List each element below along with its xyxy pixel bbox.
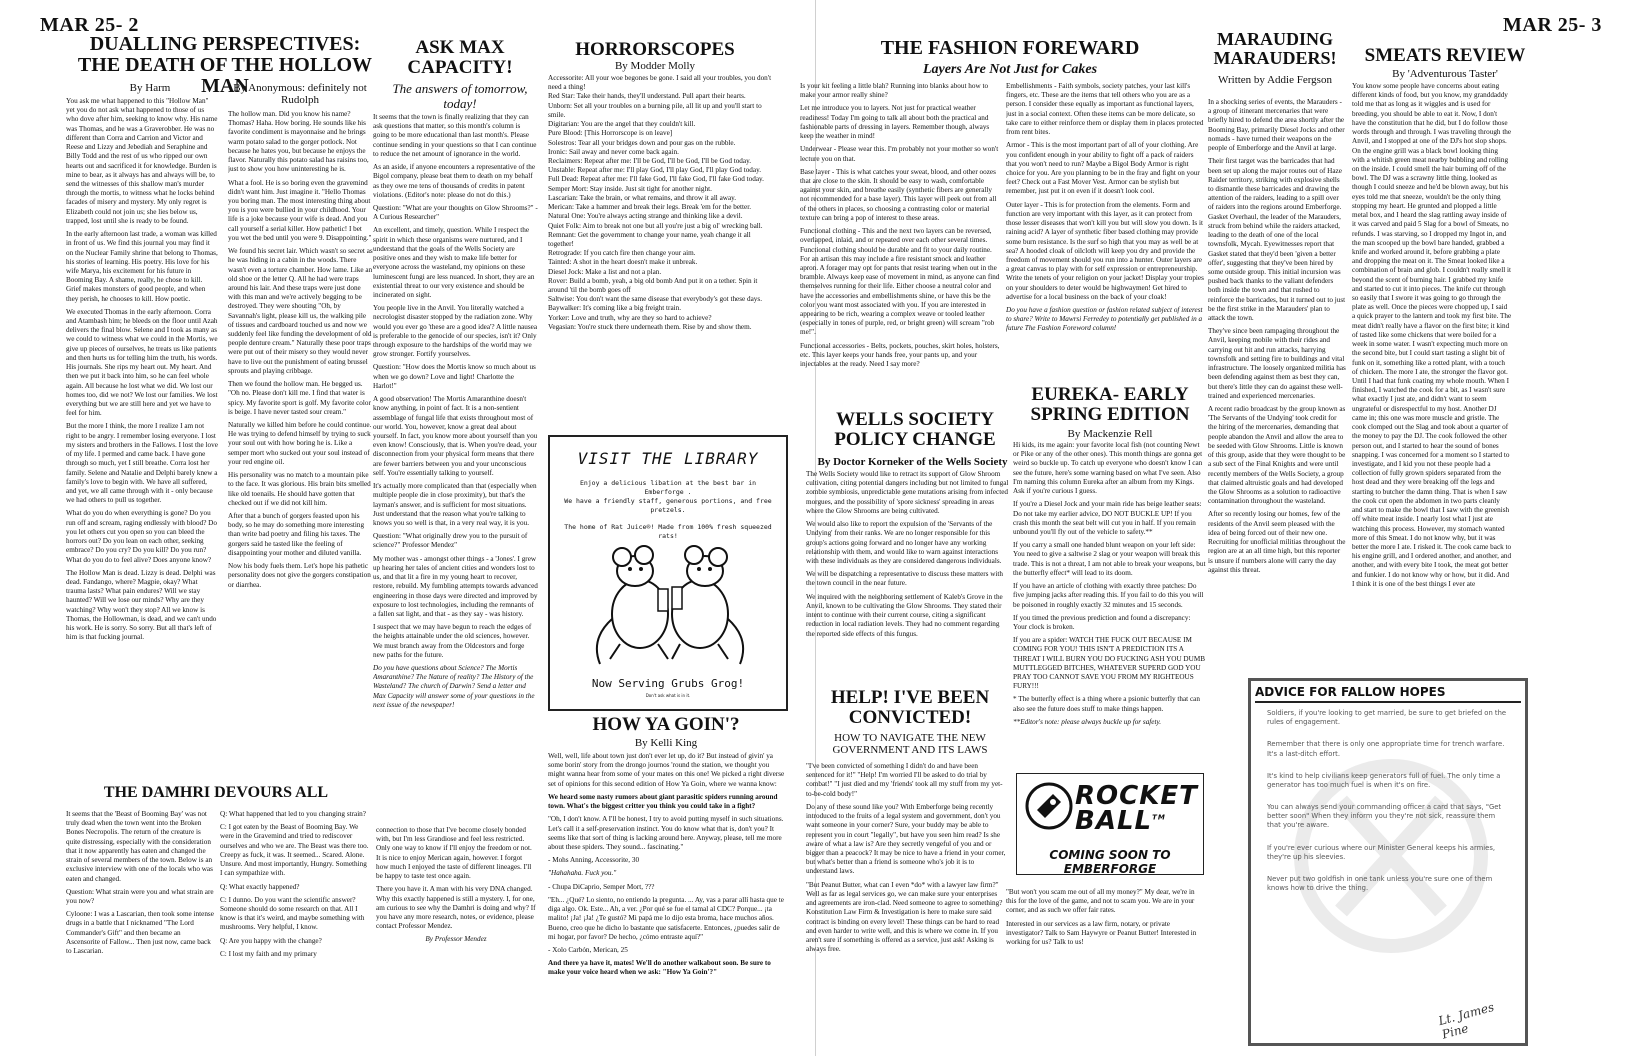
dualling-b-p3: We found his secret lair. Which wasn't so secret as he was hiding in a cabin in the woods. There wasn't even a torture chamber. How lame. Like an old shoe or the letter Q. All he had were traps around his lair. And these traps were just done with this man and we're actively begging to be destroyed. They were shouting "Oh, by Savannah's light, please kill us, the walking pile of tissues and cardboard touched us and now we suddenly feel like funding the development of old people denture cream." Naturally these poor traps were put out of their misery so they would never have to live out the punishment of eating brussel sprouts and playing cribbage. (228, 247, 373, 375)
folio-right: MAR 25- 3 (1503, 14, 1602, 36)
convicted-title: HELP! I'VE BEEN CONVICTED! (830, 687, 990, 728)
damhri-c-byline: By Professor Mendez (425, 935, 487, 944)
dualling-a-p5: What do you do when everything is gone? Do you run off and scream, raging endlessly with blood? Do you let others cut you open so you can bleed the horrors out? Do you lean on each other, seeking embrace? Do you cry? Do you kill? Do you run? What do you do to feel alive? Does anyone know? (66, 509, 217, 564)
advice-item: Remember that there is only one appropriate time for trench warfare. It's a last-ditch effort. (1267, 740, 1505, 758)
howya-p1: Well, well, life about town just don't ever let up, do it? But instead of givin' ya some borin' story from the drongo journos 'round the station, we thought you might wanna hear from some of your mates on this one! We picked a right diverse set of opinions for this second edition of How Ya Goin, where we wanna know: (548, 752, 785, 788)
marauding-p3: They've since been rampaging throughout the Anvil, keeping mobile with their rides and carrying out hit and run attacks, harrying townsfolk and setting fire to buildings and vital infrastructure. The loosely organized militia has been defending against them as best they can, but there's little they can do against these well-trained and experienced mercenaries. (1208, 327, 1346, 400)
advice-signature: Lt. James Pine (1436, 999, 1496, 1042)
convicted-p1: "I've been convicted of something I didn't do and have been sentenced for it!" "Help! I'm worried I'll be asked to do trial by combat!" "I just died and my 'friends' took all my stuff from my yet-to-be-cold body!" (806, 762, 1003, 798)
eureka-p1: Hi kids, its me again: your favorite local fish (not counting Newt or Pike or any of the other ones). This month things are gonna get weird so buckle up. To catch up everyone who doesn't know I can see the future, here's some warning based on what I've seen. Also I'm naming this column Eureka after an album from my Kings. Ask if you're curious I guess. (1013, 441, 1203, 496)
marauding-p4: A recent radio broadcast by the group known as 'The Servants of the Undying' took credit for the hiring of the mercenaries, demanding that people abandon the Anvil and allow the area to be seeded with Glow Shrooms. Little is known of this group, aside that they were thought to be a sub sect of the Final Knights and were until recently members of the Wells Society, a group that claimed altruistic goals and had developed the Glow Shrooms as a solution to radioactive contamination throughout the wasteland. (1208, 405, 1346, 506)
dualling-b-p4: Then we found the hollow man. He begged us. "Oh no. Please don't kill me. I find that water is spicy. My favorite sport is golf. My favorite color is beige. I have never tasted sour cream." (228, 380, 371, 416)
maxcap-p5: You people live in the Anvil. You literally watched a necrologist disaster stopped by the radiation zone. Why would you ever go 'these are a good idea'? A little nausea is preferable to the genocide of our species, isn't it? Only through exposure to the hardships of the world may we grow stronger. Fortify yourselves. (373, 304, 538, 359)
eureka-body (1013, 441, 1206, 769)
horror-line: Saltwise: You don't want the same disease that everybody's got these days. (548, 295, 762, 304)
smeats-title: SMEATS REVIEW (1364, 45, 1526, 66)
howya-p8: - Xolo Carbón, Merican, 25 (548, 945, 628, 954)
fashion-title: THE FASHION FOREWARD (880, 37, 1140, 59)
rocketball-logo (1075, 781, 1203, 836)
fashion-a-p6: Functional accessories - Belts, pockets, pouches, skirt holes, holsters, etc. This layer keeps your hands free, your pants up, and your injectables at the ready. Need I say more? (800, 341, 1000, 369)
fashion-subtitle: Layers Are Not Just for Cakes (922, 62, 1098, 77)
horror-line: Retrograde: If you catch fire then change your aim. (548, 249, 696, 258)
advice-item: Never put two goldfish in one tank unless you're sure one of them knows how to drive the thing. (1267, 874, 1493, 893)
library-line3: The home of Rat Juice®! Made from 100% fresh squeezed rats! (564, 523, 772, 541)
fashion-b-p1: Embellishments - Faith symbols, society patches, your last kill's fingers, etc. These are the items that tell others who you are as a person. I consider these equally as important as functional layers, just in a social context. Often these items can be more delicate, so take care to either reinforce them or display them in places protected from rent bites. (1006, 82, 1204, 137)
advice-item: You can always send your commanding officer a card that says, "Get better soon" When they inform you they're not sick, reassure them that you're aware. (1267, 803, 1502, 830)
marauding-byline: Written by Addie Fergson (1218, 74, 1332, 86)
horror-line: Natural One: You're always acting strange and thinking like a devil. (548, 212, 743, 221)
advice-item: It's kind to help civilians keep generators full of fuel. The only time a generator has too much fuel is when it's on fire. (1267, 771, 1501, 789)
convicted-subtitle: HOW TO NAVIGATE THE NEW GOVERNMENT AND ITS LAWS (832, 732, 988, 756)
dualling-byline-a: By Harm (129, 82, 171, 94)
dualling-a-p4: But the more I think, the more I realize I am not right to be angry. I remember losing everyone. I lost my sisters and brothers in the Fallows. I lost the love of my life. I permed and came back. I have gone through so much, yet I still breathe. Corra lost her family. Selene and Natalie and Delphi barely knew a family's love to begin with. We have all suffered, and yet, we all came through with it - only because we had others to pull us together. (66, 422, 218, 505)
maxcap-body (373, 113, 538, 773)
dualling-b-p8: Now his body fuels them. Let's hope his pathetic personality does not give the gorgers constipation or diarrhea. (228, 562, 371, 589)
eureka-p6: If you are a spider: WATCH THE FUCK OUT BECAUSE IM COMING FOR YOU! THIS ISN'T A PREDICTION ITS A THREAT I WILL BURN YOU DO FUCKING ASH YOU DUMB MUTTLEGGED BITCHES, WHATEVER SUPERD GOD YOU PRAY TOO CANNOT SAVE YOU FROM MY RIGHTEOUS FURY!!! (1013, 636, 1205, 691)
horror-line: Diesel Jock: Make a list and not a plan. (548, 267, 662, 276)
convicted-tail (1006, 888, 1204, 988)
dualling-b-p6: His personality was no match to a mountain pike to the face. It was glorious. His brain bits smelled like old toenails. He should have gotten that checked out if we did not kill him. (228, 471, 371, 507)
marauding-body (1208, 98, 1346, 758)
eureka-p3: If you carry a small one handed blunt weapon on your left side: You need to give a saltwise 2 slag or your weapon will break this trade. This is not a threat, I am not able to break your weapons, but the butterfly effect* will lead to its doom. (1013, 541, 1206, 577)
eureka-p5: If you timed the previous prediction and found a discrepancy: Your clock is broken. (1013, 613, 1191, 631)
dualling-b-p2: What a fool. He is so boring even the gravemind didn't want him. Just imagine it. "Hello Thomas you boring man. The most interesting thing about you is you were bullied in your childhood. Your life is a joke because your wife is dead. And you call yourself a serial killer. How pathetic! I bet you wet the bed until you were 9. Disappointing." (228, 178, 372, 242)
fashion-column-a (800, 82, 1000, 392)
eureka-p4: If you have an article of clothing with exactly three patches: Do five jumping jacks after reading this. If you fail to do this you will be poisoned in roughly exactly 32 minutes and 15 seconds. (1013, 582, 1204, 609)
howya-p5: "Hahahaha. Fuck you." (548, 869, 617, 878)
library-title: VISIT THE LIBRARY (577, 449, 759, 468)
maxcap-p11: I suspect that we may have begun to reach the edges of the heights attainable under the old sciences, however. We must branch away from the Oldcestors and forge new paths for the future. (373, 623, 532, 659)
library-ad (548, 435, 788, 711)
damhri-b-p3: Q: What exactly happened? (220, 882, 300, 891)
maxcap-p4: An excellent, and timely, question. While I respect the spirit in which these organisms were nurtured, and I understand that the goals of the Wells Society are positive ones and they wish to make life better for everyone across the wasteland, my opinions on these luminescent fungi are less nuanced. In short, they are an existential threat to our very existence and should be incinerated on sight. (373, 226, 535, 299)
howya-body (548, 752, 786, 1047)
rats-illustration (580, 519, 756, 669)
maxcap-p3: Question: "What are your thoughts on Glow Shrooms?" - A Curious Researcher" (373, 203, 538, 222)
damhri-b-p4: C: I dunno. Do you want the scientific answer? Someone should do some research on that. All I know is that it's weird, and maybe something with mushrooms. Very helpful, I know. (220, 895, 365, 932)
convicted-p2: Do any of these sound like you? With Emberforge being recently introduced to the fruits of a legal system and government, don't you want someone in your corner? Sure, your buddy may be able to represent you in court "legally", but have you seen him read? Is she aware of what a law is? Are they secretly vengeful of you and or bigger than a peacock? It may be nice to have a friend in your corner, but what's better than a friend is someone who's job it is to understand laws. (806, 802, 1006, 876)
horror-line: Full Dead: Repeat after me: I'll fake God, I'll fake God, I'll fake God today. (548, 175, 764, 184)
horror-line: Yorker: Love and truth, why are they so hard to achieve? (548, 313, 712, 322)
fashion-a-p5: Functional clothing - This and the next two layers can be reversed, overlapped, inlaid, and or repeated over each other several times. Functional clothing should be durable and fit to your daily routine. For an artisan this may include a fire resistant smock and leather apron. A forager may opt for pants that resist tearing when out in the bramble. Always keep ease of movement in mind, as anyone can find themselves running for their life. Either choose a neutral color and have the accessories and embellishments shine, or have this be the color you want most associated with you. If you are interested in appearing to be rich, wearing a complex weave or tooled leather (especially in tones of purple, red, or bright green) will scream "rob me!". (800, 227, 1000, 337)
advice-items (1267, 709, 1507, 906)
howya-p3: "Oh, I don't know. A I'll be honest, I try to avoid putting myself in such situations. Let's call it a self-preservation instinct. You do know what that is, don't you? It seems like that sort of thing is lacking around here. Anyway, please, tell me more about these spiders. They sound... fascinating." (548, 815, 784, 851)
horror-line: Unborn: Set all your troubles on a burning pile, all lit up and you'll start to smile. (548, 101, 762, 119)
dualling-b-p1: The hollow man. Did you know his name? Thomas? Haha. How boring. He sounds like his favorite condiment is mayonnaise and he brings warm potato salad to the gorger potlock. Not because he hates you, but because he enjoys the flavor. Naturally this potato salad has raisins too, just to show you how uninteresting he is. (228, 110, 369, 174)
wells-p4: We inquired with the neighboring settlement of Kaleb's Grove in the Anvil, known to be cultivating the Glow Shrooms. They stated their intent to continue with their current course, citing a significant reduction in local radiation levels. They had no comment regarding the reported side effects of this fungus. (806, 592, 1003, 638)
damhri-b-p5: Q: Are you happy with the change? (220, 936, 322, 945)
damhri-column-b (220, 810, 370, 1050)
fashion-a-p3: Underwear - Please wear this. I'm probably not your mother so won't lecture you on that. (800, 145, 999, 163)
marauding-p5: After so recently losing our homes, few of the residents of the Anvil seem pleased with the idea of being forced out of their new one. Recruiting for unofficial militias throughout the region are at an all time high, but this reporter is unsure if numbers alone will carry the day against this threat. (1208, 510, 1346, 574)
damhri-c-p1: connection to those that I've become closely bonded with, but I'm less Grandiose and feel less restricted. Only one way to know if I'll enjoy the freedom or not. It is nice to enjoy Merican again, however. I forgot how much I enjoyed the taste of different lineages. I'll be happy to taste test once again. (376, 826, 532, 881)
dualling-a-p6: The Hollow Man is dead. Lizzy is dead. Delphi was dead. Fandango, where? Magpie, okay? What trauma lasts? What pain endures? Will we stay haunted? Will we lose our minds? Why are they watching? Why won't they stop? All we know is Thomas, the Hollowman, is dead, and we can't undo his work. He is sorry. So sorry. But all that's left of him is that fucking journal. (66, 568, 217, 642)
horror-line: Red Star: Take their hands, they'll understand. Pull apart their hearts. (548, 92, 746, 101)
convicted-body (806, 762, 1006, 1047)
damhri-column-a (66, 810, 214, 1050)
maxcap-p1: It seems that the town is finally realizing that they can ask questions that matter, so this month's column is going to be more educational than last month's. Please continue sending in your questions so that I can continue to reduce the net amount of ignorance in the world. (373, 113, 537, 158)
dualling-a-p3: We executed Thomas in the early afternoon. Corra and Atambash him; he bleeds on the floor until Azah delivers the final blow. Selene and I took as many as we could to witness what we could in the Mortis, we give up pieces of ourselves, he treats us like patients and then hurts us for telling him the truth, his words. His journals. She rips my heart out. My heart. And then we put it back into him, so he can feel whole again. All because he lost what we did. We lost our homes too, did we not? We lost our families. We lost everything but we are still here and yet we have to feel for him. (66, 307, 218, 418)
eureka-byline: By Mackenzie Rell (1067, 428, 1153, 440)
damhri-c-p2: There you have it. A man with his very DNA changed. Why this exactly happened is still a mystery. I, for one, am curious to see why the Damhri is doing and why? If you have any more research, notes, or evidence, please contact Professor Mendez. (376, 885, 536, 931)
advice-box (1248, 678, 1528, 1046)
dualling-column-a (66, 97, 218, 787)
dualling-title: DUALLING PERSPECTIVES: THE DEATH OF THE HOLLOW MAN (77, 33, 373, 97)
eureka-p8: **Editor's note: please always buckle up for safety. (1013, 717, 1162, 726)
horror-byline: By Modder Molly (614, 60, 696, 72)
horror-line: Pure Blood: [This Horrorscope is on leave] (548, 129, 673, 138)
damhri-title: THE DAMHRI DEVOURS ALL (103, 784, 329, 801)
fashion-column-b (1006, 82, 1204, 382)
fashion-a-p2: Let me introduce you to layers. Not just for practical weather readiness! Today I'm going to talk all about both the practical and fashionable parts of dressing in layers. Remember though, always keep the weather in mind! (800, 104, 990, 141)
fashion-b-p4: Do you have a fashion question or fashion related subject of interest to share? Write to Mawrsi Ferredey to potentially get published in a future The Fashion Foreword column! (1006, 306, 1203, 333)
convicted-p3: "But Peanut Butter, what can I even *do* with a lawyer law firm?" Well as far as legal services go, we can make sure your enterprises and agreements are iron-clad. Need someone to agree to something? Konstitution Law Firm & Investigation is here to make sure said contract is binding on every level! These things can be hard to read and even harder to write well, and this is where we come in. If you aren't sure if something is offered as a service, just ask! Asking is always free. (806, 880, 1003, 954)
horror-line: Accessorite: All your woe begones be gone. I said all your troubles, you don't need a thing! (548, 74, 772, 92)
folio-left: MAR 25- 2 (40, 14, 139, 36)
howya-p7: "Eh... ¿Qué? Lo siento, no entiendo la pregunta. ... Ay, vas a parar allí hasta que te diga algo. Ok. Este... Ah, a ver. ¿Por qué se fue el tamal al CDC? Porque... ¡ta malito! ¡Ja! ¡Ja! ¿Te gustó? Mi papá me lo dijo esta broma, hace muchos años. Bueno, creo que he dicho lo bastante que satisfacerte. Entonces, ¿puedes salir de mi hogar, por favor? De hecho, ¿cómo entraste aquí?" (548, 895, 784, 941)
rocketball-tagline: COMING SOON TO EMBERFORGE (1049, 848, 1171, 876)
damhri-b-p2: C: I got eaten by the Beast of Booming Bay. We were in the Gravemind and tried to rediscover ourselves and who we are. The Beast was there too. Creepy as fuck, it was. It seemed... Scared. Alone. Unsure. And most importantly, Hungry. Something I can sympathize with. (220, 823, 369, 878)
maxcap-subtitle: The answers of tomorrow, today! (392, 81, 528, 111)
smeats-byline: By 'Adventurous Taster' (1392, 68, 1498, 80)
horror-line: Lascarian: Take the brain, or what remains, and throw it all away. (548, 193, 737, 202)
horror-line: Unstable: Repeat after me: I'll play God, I'll play God, I'll play God today. (548, 166, 761, 175)
maxcap-p2: As an aside, if anyone encounters a representative of the Bigol company, please beat them to death on my behalf as they owe me tens of thousands of credits in patent violations. (Editor's note: please do not do this.) (373, 163, 536, 199)
wells-p1: The Wells Society would like to retract its support of Glow Shroom cultivation, citing potential dangers including but not limited to fungal zombie symbiosis, unpredictable gene mutations arising from infected morgues, and the possibility of 'spore sickness' spreading in areas where the Glow Shrooms are being cultivated. (806, 470, 1009, 515)
howya-title: HOW YA GOIN'? (592, 714, 740, 735)
howya-byline: By Kelli King (634, 737, 698, 749)
horror-line: Merican: Take a hammer and break their legs. Break 'em for the better. (548, 203, 752, 212)
maxcap-p6: Question: "How does the Mortis know so much about us when we go down? Love and light! Charlotte the Harlot!" (373, 363, 536, 390)
dualling-b-p7: After that a bunch of gorgers feasted upon his body, so he may do something more interesting than write bad poetry and filing his taxes. The gorgers said he tasted like the feeling of disappointing your mother and diluted vanilla. (228, 511, 365, 557)
library-tiny: Don't ask what is in it. (645, 693, 691, 698)
howya-p9: And there ya have it, mates! We'll do another walkabout soon. Be sure to make your voice heard when we ask: "How Ya Goin'?" (548, 959, 771, 977)
damhri-column-c (376, 826, 536, 1048)
damhri-a-p1: It seems that the 'Beast of Booming Bay' was not truly dead when the town went into the Broken Bones Necropolis. The return of the creature is quite distressing, especially with the consideration that it now apparently has eaten and changed the strain of several members of the town. Below is an exclusive interview with one of the locals who was eaten and changed. (66, 810, 213, 883)
library-footer: Now Serving Grubs Grog! (591, 677, 745, 690)
maxcap-p12: Do you have questions about Science? The Mortis Amaranthine? The Nature of reality? The History of the Wasteland? The church of Darwin? Send a letter and Max Capacity will answer some of your questions in the next issue of the newspaper! (373, 664, 535, 709)
smeats-p1: You know some people have concerns about eating different kinds of food, but you know, my granddaddy told me that as long as it wiggles and is used for breeding, you should be able to eat it. Now, I don't have the constitution that he did, but I do follow those words through and through. I was traveling through the Anvil, and I stopped at one of the DJ's hot slop shops. On the engine grill was a black bowl looking thing with a whitish green meat nearby bubbling and rolling on the inside. I could smell the hair burning off of the bowl. The DJ was a scrawny little thing, looked as though I could sneeze and he'd be blown away, but his eyes told me that sneeze, wouldn't be the only thing stopping my heart. He grunted and plopped a little metal box, and I heard the slag rattling away inside of it was carved and paid 5 Slag for a bowl of Smeats, no refunds. I was starving, so I dropped my Ingot in, and the man scooped up the bowl bare handed, grabbed a knife and worked around it, before grabbing a plate and dropping the meat on it. The Smeat looked like a combination of brain and glob. I couldn't really smell it beyond the scent of burning hair. I grabbed my knife and started to cut it into pieces. The knife cut through so easily that I swore it was going to go through the plate as well. Once the pieces were chopped up, I said a quick prayer to the lantern and took my first bite. The meat didn't really have a flavor on the first bite; it kind of tasted like some chickens that were boiled for a week in some water. I wasn't expecting much more on the second bite, but I could start tasting a slight bit of funk on it, something like a rotted plant, with a touch of chicken. The more I ate, the stronger the flavor got. Until I had that funk coating my whole mouth. When I finished, I watched the cook for a bit, as I wasn't sure what exactly I just ate, and didn't want to seem ungrateful or disrespectful to my host. Another DJ came in; this one was more muscle and gristle. The cook clomped out the Slag and took about a quarter of the money to pay the DJ. The cook followed the other person out, and I started to hear the sound of bones snapping. I was concerned for a moment so I started to investigate, and I kid you not these people had a collection of fully grown spiders separated from the host dead and they were breaking off the legs and starting to butcher the damn thing. That is when I saw the cook cut open the abdomen in two parts cleanly and start to make the bowl that I saw with the greenish off white meat inside. I nearly lost what I just ate watching this process. However, my stomach wanted more of this Smeat. I do not know why, but it was better the more I ate. I risked it. The cook came back to his engine grill, and I ordered another, and another, and another, and with every bite I took, the meat got better and funkier. I do not know why or how, but it did. And I think it is one of the best things I ever ate (1352, 82, 1512, 588)
horror-list (548, 74, 773, 434)
horror-line: Remnant: Get the government to change your name, yeah change it all together! (548, 230, 751, 248)
damhri-a-p2: Question: What strain were you and what strain are you now? (66, 887, 214, 905)
rocketball-ad (1016, 773, 1204, 875)
advice-item: If you're ever curious where our Minister General keeps his armies, they're up his sleevies. (1267, 843, 1496, 861)
eureka-p7: * The butterfly effect is a thing where a psionic butterfly that can also see the future does stuff to make things happen. (1013, 695, 1200, 713)
horror-title: HORRORSCOPES (575, 39, 735, 60)
maxcap-title: ASK MAX CAPACITY! (407, 37, 513, 78)
howya-p4: - Mohs Anning, Accessorite, 30 (548, 856, 640, 865)
horror-line: Digitarian: You are the angel that they couldn't kill. (548, 120, 696, 129)
library-line2: We have a friendly staff, generous portions, and free pretzels. (564, 497, 772, 515)
advice-item: Soldiers, if you're looking to get married, be sure to get briefed on the rules of engagement. (1267, 709, 1507, 727)
horror-line: Solestros: Tear all your bridges down and pour gas on the rubble. (548, 138, 736, 147)
convicted-tail-p2: Interested in our services as a law firm, notary, or private investigator? Talk to Sam Haywyre or Peanut Butter! Interested in working for us? Talk to us! (1006, 919, 1197, 947)
convicted-tail-p1: "But won't you scam me out of all my money?" My dear, we're in this for the love of the game, and not to scam you. We are in your corner, and as such we offer fair rates. (1006, 888, 1195, 915)
horror-line: Reclaimers: Repeat after me: I'll be God, I'll be God, I'll be God today. (548, 156, 752, 165)
rocketball-tm: TM (1152, 813, 1166, 822)
damhri-b-p6: C: I lost my faith and my primary (220, 949, 317, 958)
fashion-a-p4: Base layer - This is what catches your sweat, blood, and other oozes that are close to the skin. It should be easy to wash, comfortable against your skin, and breathe easily (synthetic fibers are generally not recommended for a base layer). This layer will peek out from all of the others in places, so choosing a contrasting color or material texture can bring a pop of interest to these areas. (800, 167, 997, 222)
maxcap-p10: My mother was - amongst other things - a 'Jones'. I grew up hearing her tales of ancient cities and wonders lost to us, and that lit a fire in my young heart to recover, restore, rebuild. My fumbling attempts towards advanced engineering in those days were directed and improved by exposure to lost technologies, including the remnants of a fallen sat light, and that - as they say - was history. (373, 554, 538, 618)
library-line1: Enjoy a delicious libation at the best bar in Emberforge . (579, 479, 757, 497)
wells-p3: We will be dispatching a representative to discuss these matters with the town council in the near future. (806, 570, 1004, 588)
fashion-b-p2: Armor - This is the most important part of all of your clothing. Are you confident enough in your ability to fight off a pack of raiders that you won't need to run? Maybe a Bigol Body Armor is right choice for you. Are you planning to be in the fray and fight on your feet? Check out a Fast Mover Vest. Armor can be stylish but remember, just put it on even if it doesn't look cool. (1006, 141, 1200, 196)
rocketball-name: ROCKET BALL (1075, 781, 1198, 836)
dualling-column-b (228, 110, 373, 760)
eureka-p2: If you're a Diesel Jock and your main ride has beige leather seats: Do not take my earlier advice, DO NOT BUCKLE UP! If you crash this month the seat belt will cut you in half. If you remain unbound you'll fly out of the vehicle to safety.** (1013, 500, 1202, 536)
maxcap-p7: A good observation! The Mortis Amaranthine doesn't know anything, in point of fact. It is a non-sentient assemblage of fungal life that exists throughout most of our world. You, however, know a great deal about yourself. In fact, you know more about yourself than you even know! Consciously, that is. When you're dead, your disconnection from your physical form means that there are fewer barriers between you and your unconscious self. You're essentially talking to yourself. (373, 395, 538, 477)
dualling-a-p1: You ask me what happened to this "Hollow Man" yet you do not ask what happened to those of us who dove after him, seeking to know why. His name was Thomas, and he was a Graverobber. He was no different than Corra and Carrion and Victor and Reese and Lizzy and Jebediah and Seraphine and Billy Todd and the rest of us who ripped our own hearts out and sacrificed it for knowledge. Burden is mine to bear, as it always has and always will be, to send the witnesses of this shallow man's murder through the mortis, to witness what he locks behind facades of misery and mystery. My only regret is Elizabeth could not join us; she lies below us, trapped, lost until she is ready to be found. (66, 97, 218, 225)
horror-line: Rover: Build a bomb, yeah, a big old bomb And put it on a tether. Spin it around 'til the bomb goes off (548, 276, 758, 295)
horror-line: Quiet Folk: Aim to break not one but all you're just a big ol' wrecking ball. (548, 221, 763, 230)
marauding-title: MARAUDING MARAUDERS! (1213, 29, 1337, 68)
horror-line: Tainted: A shot in the heart doesn't make it unbreak. (548, 258, 698, 267)
maxcap-p8: It's actually more complicated than that (especially when multiple people die in close proximity), but that's the layman's answer, and is sufficient for most situations. Just understand that the reason what you're talking to knows you so well is that, in a very real way, it is you. (373, 482, 537, 527)
maxcap-p9: Question: "What originally drew you to the pursuit of science?" Professor Mendez" (373, 532, 528, 550)
damhri-a-p3: Cyloone: I was a Lascarian, then took some intense drugs in a battle that I nicknamed "The Lord Commander's Gift" and then became an Ascensorite of Fallow... Then just now, came back to Lascarian. (66, 910, 214, 956)
wells-title: WELLS SOCIETY POLICY CHANGE (834, 409, 996, 450)
dualling-a-p2: In the early afternoon last trade, a woman was killed in front of us. We find this journal you may find it on the Nuclear Family shrine that belong to Thomas, his stories of learning. His poetry. His love for his wife Marya, his excitement for his future in Booming Bay. A shame, really, he chose to kill. Grief makes monsters of good people, and when they perish, he chooses to kill. How poetic. (66, 230, 218, 303)
rocket-icon (1023, 780, 1075, 832)
wells-byline: By Doctor Korneker of the Wells Society (817, 456, 1008, 468)
fashion-a-p1: Is your kit feeling a little blah? Running into blanks about how to make your armor really shine? (800, 82, 989, 100)
horror-line: Baywalker: It's coming like a big freight train. (548, 304, 682, 313)
howya-question: We heard some nasty rumors about giant parasitic spiders running around town. What's the biggest critter you think you could take in a fight? (548, 792, 778, 811)
horror-line: Semper Mort: Stay inside. Just sit tight for another night. (548, 184, 712, 193)
horror-line: Ironic: Sail away and never come back again. (548, 147, 679, 156)
eureka-title: EUREKA- EARLY SPRING EDITION (1030, 384, 1190, 425)
marauding-p1: In a shocking series of events, the Marauders - a group of itinerant mercenaries that were briefly hired to defend the area shortly after the Booming Bay, primarily Diesel Jocks and other nomads - have turned their weapons on the people of Emberforge and the Anvil at large. (1208, 98, 1345, 153)
dualling-byline-b: By Anonymous: definitely not Rudolph (233, 82, 367, 106)
smeats-body (1352, 82, 1512, 712)
horror-line: Vegasian: You're stuck there underneath them. Rise by and show them. (548, 322, 752, 331)
wells-body (806, 470, 1010, 675)
howya-p6: - Chupa DiCaprio, Semper Mort, ??? (548, 882, 655, 891)
marauding-p2: Their first target was the barricades that had been set up along the major routes out of Haze Raider territory, striking with explosive shells to dismantle these barricades and drawing the attention of the raiders, leading to a spill over of raiders into the regions around Emberforge. Gasket Overhaul, the leader of the Marauders, struck from behind while the raiders attacked, leading to the death of one of the local townsfolk, Mycah. Eyewitnesses report that Gasket stated that they'd been 'given a better offer', suggesting that they've been hired by some outside group. This initial incursion was pushed back thanks to the valiant defenders both inside the town and that rushed to reinforce the barricades, but it turned out to just be the first strike in the Marauders' plan to attack the town. (1208, 157, 1346, 323)
fashion-b-p3: Outer layer - This is for protection from the elements. Form and function are very important with this layer, as it can protect from those lesser diseases that won't kill you but will slow you down. Is it raining acid? A layer of synthetic fiber based clothing may provide some burn resistance. Is the surf so high that you may as well be at sea? A hooded cloak of oilcloth will keep you dry and provide the freedom of movement should you run into a hunter. Outer layers are a great canvas to play with for self expression or entrepreneurship. Write the tenets of your religion on your jacket! Display your tropies on your shoulders to deter would be highwaymen! Get hired to advertise for a local business on the back of your cloak! (1006, 200, 1204, 301)
dualling-b-p5: Naturally we killed him before he could continue. He was trying to defend himself by trying to suck your soul out with how boring he is. Like a semper mort who sucked out your soul instead of your red engine oil. (228, 421, 372, 466)
wells-p2: We would also like to report the expulsion of the 'Servants of the Undying' from their ranks. We are no longer responsible for this group's actions going forward and no longer have any working relationship with them, and would like to warn against interactions with these individuals as they are considered dangerous individuals. (806, 520, 1002, 565)
advice-title: ADVICE FOR FALLOW HOPES (1255, 685, 1521, 703)
damhri-b-p1: Q: What happened that led to you changing strain? (220, 810, 366, 818)
